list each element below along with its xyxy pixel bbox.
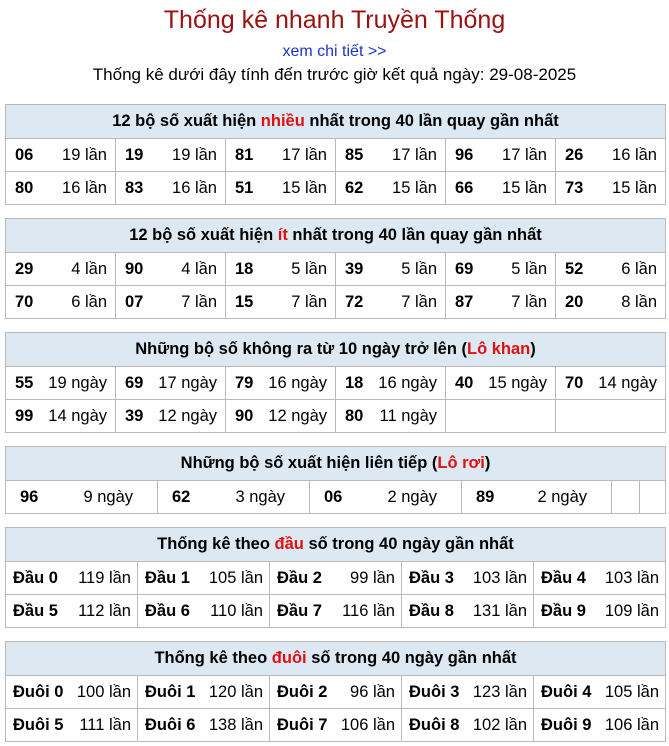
most-cell xyxy=(6,172,116,205)
most-cell xyxy=(556,139,666,172)
least-row xyxy=(6,253,666,286)
cell-label: 07 xyxy=(125,292,144,311)
cell-label: Đuôi 5 xyxy=(13,715,64,734)
most-cell xyxy=(116,172,226,205)
dau-cell xyxy=(402,562,534,595)
cell-label: 70 xyxy=(565,373,584,392)
cell-label: 39 xyxy=(125,406,144,425)
cell-count: 6 lần xyxy=(621,259,657,278)
cell-count: 4 lần xyxy=(71,259,107,278)
cell-label: Đầu 4 xyxy=(541,568,586,587)
cell-count: 4 lần xyxy=(181,259,217,278)
cell-label: Đầu 1 xyxy=(145,568,190,587)
cell-label: 52 xyxy=(565,259,584,278)
cell-count: 111 lần xyxy=(79,715,131,734)
cell-label: 80 xyxy=(345,406,364,425)
dau-stats-table xyxy=(5,527,666,628)
cell-label: 99 xyxy=(15,406,34,425)
empty-cell xyxy=(640,481,666,514)
most-cell xyxy=(336,139,446,172)
cell-count: 14 ngày xyxy=(598,373,657,392)
dau-row xyxy=(6,595,666,628)
most-row xyxy=(6,172,666,205)
least-row xyxy=(6,286,666,319)
lo-khan-title: Những bộ số không ra từ 10 ngày trở lên (Lô khan) xyxy=(6,333,666,367)
cell-count: 16 ngày xyxy=(378,373,437,392)
duoi-stats-title: Thống kê theo đuôi số trong 40 ngày gần nhất xyxy=(6,642,666,676)
lo-roi-table xyxy=(5,446,666,514)
cell-count: 14 ngày xyxy=(48,406,107,425)
cell-count: 6 lần xyxy=(71,292,107,311)
lo-roi-cell: 62 3 ngày xyxy=(158,481,310,514)
cell-count: 100 lần xyxy=(76,682,131,701)
duoi-stats-table xyxy=(5,641,666,742)
cell-label: Đuôi 4 xyxy=(541,682,592,701)
cell-count: 5 lần xyxy=(291,259,327,278)
least-cell xyxy=(336,253,446,286)
most-cell xyxy=(556,172,666,205)
cell-count: 15 lần xyxy=(612,178,657,197)
cell-count: 19 lần xyxy=(172,145,217,164)
duoi-row xyxy=(6,676,666,709)
duoi-row xyxy=(6,709,666,742)
cell-count: 5 lần xyxy=(511,259,547,278)
cell-label: Đuôi 6 xyxy=(145,715,196,734)
duoi-cell xyxy=(270,676,402,709)
cell-label: Đầu 6 xyxy=(145,601,190,620)
cell-label: Đuôi 1 xyxy=(145,682,196,701)
most-cell xyxy=(336,172,446,205)
cell-label: 55 xyxy=(15,373,34,392)
cell-label: Đầu 9 xyxy=(541,601,586,620)
cell-count: 12 ngày xyxy=(268,406,327,425)
empty-cell xyxy=(556,400,666,433)
cell-label: Đầu 7 xyxy=(277,601,322,620)
most-cell xyxy=(446,139,556,172)
cell-count: 110 lần xyxy=(210,601,263,620)
cell-count: 96 lần xyxy=(350,682,395,701)
cell-label: 79 xyxy=(235,373,254,392)
cell-label: 90 xyxy=(125,259,144,278)
cell-label: 83 xyxy=(125,178,144,197)
cell-label: Đuôi 9 xyxy=(541,715,592,734)
cell-count: 7 lần xyxy=(511,292,547,311)
least-cell xyxy=(226,253,336,286)
cell-label: Đầu 3 xyxy=(409,568,454,587)
dau-cell xyxy=(138,595,270,628)
duoi-cell xyxy=(6,709,138,742)
cell-label: 70 xyxy=(15,292,34,311)
cell-label: 69 xyxy=(455,259,474,278)
cell-label: 80 xyxy=(15,178,34,197)
dau-cell xyxy=(6,562,138,595)
cell-count: 7 lần xyxy=(181,292,217,311)
cell-label: Đuôi 3 xyxy=(409,682,460,701)
cell-label: 15 xyxy=(235,292,254,311)
least-frequent-title: 12 bộ số xuất hiện ít nhất trong 40 lần quay gần nhất xyxy=(6,219,666,253)
most-cell xyxy=(116,139,226,172)
lokhan-cell xyxy=(226,367,336,400)
duoi-cell xyxy=(402,676,534,709)
cell-count: 119 lần xyxy=(78,568,131,587)
dau-cell xyxy=(402,595,534,628)
cell-label: 19 xyxy=(125,145,144,164)
cell-label: Đầu 0 xyxy=(13,568,58,587)
cell-label: 51 xyxy=(235,178,254,197)
empty-cell xyxy=(612,481,640,514)
cell-label: 81 xyxy=(235,145,254,164)
cell-count: 109 lần xyxy=(604,601,659,620)
lokhan-cell xyxy=(6,367,116,400)
cell-count: 131 lần xyxy=(472,601,527,620)
cell-count: 16 ngày xyxy=(268,373,327,392)
cell-count: 5 lần xyxy=(401,259,437,278)
dau-row xyxy=(6,562,666,595)
lo-roi-row xyxy=(6,481,666,514)
cell-count: 16 lần xyxy=(612,145,657,164)
cell-count: 116 lần xyxy=(342,601,395,620)
lokhan-cell xyxy=(6,400,116,433)
cell-count: 17 lần xyxy=(502,145,547,164)
cell-count: 102 lần xyxy=(472,715,527,734)
cell-count: 103 lần xyxy=(604,568,659,587)
duoi-cell xyxy=(402,709,534,742)
lo-roi-cell: 89 2 ngày xyxy=(462,481,612,514)
most-row xyxy=(6,139,666,172)
lokhan-cell xyxy=(116,400,226,433)
cell-label: 06 xyxy=(15,145,34,164)
cell-count: 105 lần xyxy=(208,568,263,587)
dau-cell xyxy=(270,595,402,628)
duoi-cell xyxy=(6,676,138,709)
cell-count: 19 lần xyxy=(62,145,107,164)
cell-label: Đuôi 8 xyxy=(409,715,460,734)
view-details-link[interactable]: xem chi tiết >> xyxy=(282,43,387,60)
cell-label: 96 xyxy=(455,145,474,164)
cell-label: Đuôi 7 xyxy=(277,715,328,734)
cell-label: Đầu 8 xyxy=(409,601,454,620)
least-cell xyxy=(6,286,116,319)
duoi-cell xyxy=(138,676,270,709)
lokhan-row xyxy=(6,400,666,433)
cell-count: 120 lần xyxy=(208,682,263,701)
cell-count: 11 ngày xyxy=(379,406,437,425)
lo-khan-table xyxy=(5,332,666,433)
least-frequent-table xyxy=(5,218,666,319)
lokhan-row xyxy=(6,367,666,400)
cell-count: 106 lần xyxy=(604,715,659,734)
least-cell xyxy=(226,286,336,319)
cell-count: 17 ngày xyxy=(158,373,217,392)
lo-roi-cell: 06 2 ngày xyxy=(310,481,462,514)
cell-label: Đầu 2 xyxy=(277,568,322,587)
duoi-cell xyxy=(270,709,402,742)
cell-count: 15 lần xyxy=(392,178,437,197)
dau-cell xyxy=(138,562,270,595)
cell-label: 73 xyxy=(565,178,584,197)
lokhan-cell xyxy=(336,367,446,400)
cell-label: 69 xyxy=(125,373,144,392)
cell-label: Đầu 5 xyxy=(13,601,58,620)
cell-label: 90 xyxy=(235,406,254,425)
most-cell xyxy=(226,172,336,205)
lo-roi-cell: 96 9 ngày xyxy=(6,481,158,514)
least-cell xyxy=(556,253,666,286)
most-frequent-table xyxy=(5,104,666,205)
lokhan-cell xyxy=(556,367,666,400)
least-cell xyxy=(446,253,556,286)
cell-count: 15 lần xyxy=(502,178,547,197)
cell-count: 8 lần xyxy=(621,292,657,311)
lo-roi-title: Những bộ số xuất hiện liên tiếp (Lô rơi) xyxy=(6,447,666,481)
most-frequent-title: 12 bộ số xuất hiện nhiều nhất trong 40 lần quay gần nhất xyxy=(6,105,666,139)
page-title: Thống kê nhanh Truyền Thống xyxy=(163,6,506,34)
cell-count: 123 lần xyxy=(472,682,527,701)
least-cell xyxy=(6,253,116,286)
cell-count: 106 lần xyxy=(340,715,395,734)
cell-label: Đuôi 0 xyxy=(13,682,64,701)
dau-cell xyxy=(534,595,666,628)
cell-label: 20 xyxy=(565,292,584,311)
cell-count: 12 ngày xyxy=(158,406,217,425)
cell-count: 16 lần xyxy=(62,178,107,197)
cell-count: 17 lần xyxy=(282,145,327,164)
least-cell xyxy=(116,253,226,286)
cell-count: 99 lần xyxy=(350,568,395,587)
cell-count: 19 ngày xyxy=(48,373,107,392)
dau-stats-title: Thống kê theo đầu số trong 40 ngày gần nhất xyxy=(6,528,666,562)
dau-cell xyxy=(534,562,666,595)
least-cell xyxy=(556,286,666,319)
cell-count: 15 ngày xyxy=(488,373,547,392)
least-cell xyxy=(446,286,556,319)
most-cell xyxy=(226,139,336,172)
lokhan-cell xyxy=(446,367,556,400)
cell-label: 87 xyxy=(455,292,474,311)
cell-count: 16 lần xyxy=(172,178,217,197)
cell-label: 18 xyxy=(345,373,364,392)
most-cell xyxy=(446,172,556,205)
cell-count: 112 lần xyxy=(78,601,131,620)
lokhan-cell xyxy=(116,367,226,400)
most-cell xyxy=(6,139,116,172)
dau-cell xyxy=(6,595,138,628)
cell-count: 103 lần xyxy=(472,568,527,587)
duoi-cell xyxy=(534,709,666,742)
cell-label: Đuôi 2 xyxy=(277,682,328,701)
cell-count: 105 lần xyxy=(604,682,659,701)
page-subtitle: Thống kê dưới đây tính đến trước giờ kết quả ngày: 29-08-2025 xyxy=(92,65,577,84)
cell-label: 40 xyxy=(455,373,474,392)
cell-count: 17 lần xyxy=(392,145,437,164)
cell-label: 62 xyxy=(345,178,364,197)
cell-label: 85 xyxy=(345,145,364,164)
cell-label: 26 xyxy=(565,145,584,164)
page-header xyxy=(0,0,669,87)
cell-label: 72 xyxy=(345,292,364,311)
cell-count: 15 lần xyxy=(282,178,327,197)
cell-count: 138 lần xyxy=(208,715,263,734)
duoi-cell xyxy=(138,709,270,742)
least-cell xyxy=(336,286,446,319)
least-cell xyxy=(116,286,226,319)
lokhan-cell xyxy=(226,400,336,433)
duoi-cell xyxy=(534,676,666,709)
lokhan-cell xyxy=(336,400,446,433)
cell-label: 29 xyxy=(15,259,34,278)
cell-label: 39 xyxy=(345,259,364,278)
cell-count: 7 lần xyxy=(401,292,437,311)
cell-label: 18 xyxy=(235,259,254,278)
cell-count: 7 lần xyxy=(291,292,327,311)
empty-cell xyxy=(446,400,556,433)
dau-cell xyxy=(270,562,402,595)
cell-label: 66 xyxy=(455,178,474,197)
